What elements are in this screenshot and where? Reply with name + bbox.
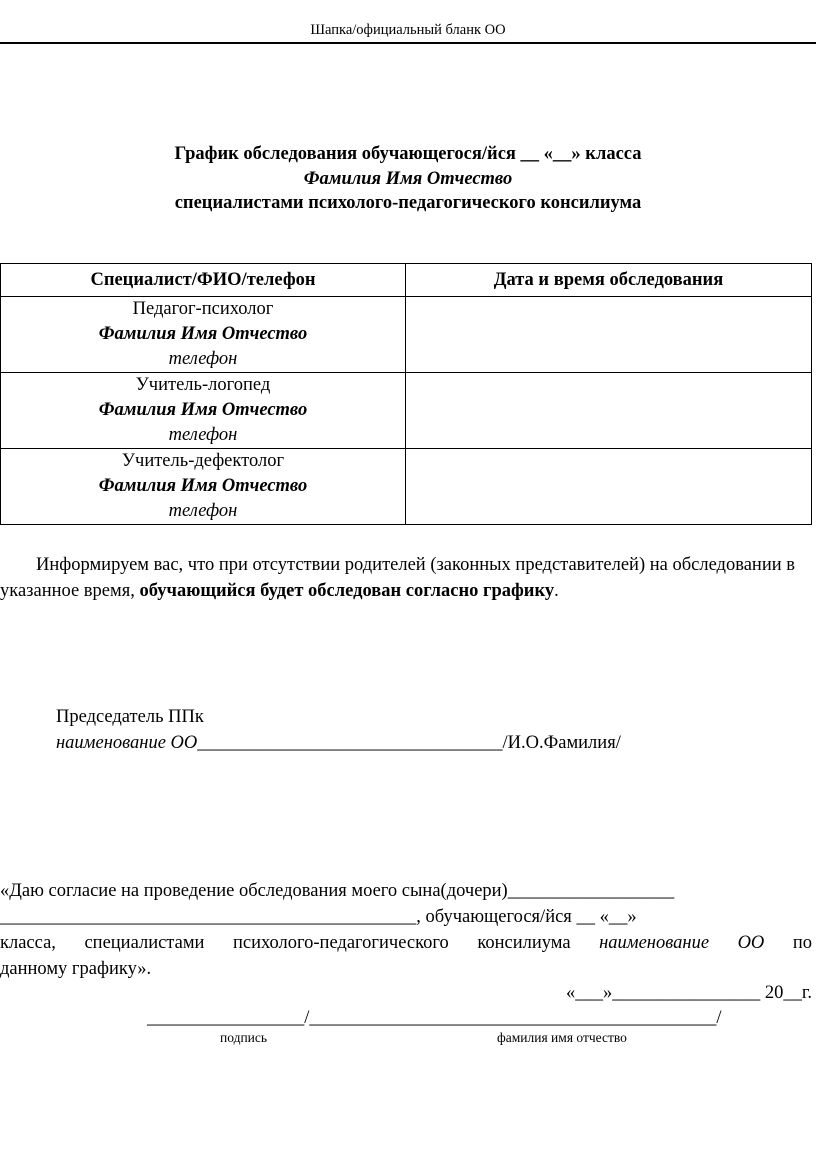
notice-end: . <box>554 581 559 601</box>
specialist-name: Фамилия Имя Отчество <box>98 476 308 496</box>
chair-blank[interactable]: _________________________________ <box>197 733 503 753</box>
title-student-name: Фамилия Имя Отчество <box>303 168 513 189</box>
specialist-cell <box>1 449 406 525</box>
datetime-cell[interactable] <box>406 297 812 373</box>
chair-title: Председатель ППк <box>56 707 204 727</box>
consent-line-3-end: по <box>764 933 812 953</box>
consent-line-3 <box>0 930 812 956</box>
chair-signature-block <box>56 704 776 756</box>
specialist-phone: телефон <box>168 425 238 445</box>
consent-line-3-start: класса, специалистами психолого-педагогического консилиума <box>0 933 600 953</box>
document-title <box>0 142 816 216</box>
consent-line-1: «Даю согласие на проведение обследования моего сына(дочери)__________________ <box>0 881 675 901</box>
specialist-name: Фамилия Имя Отчество <box>98 400 308 420</box>
title-line-3: специалистами психолого-педагогического консилиума <box>174 193 642 213</box>
title-line-1: График обследования обучающегося/йся __ «__» класса <box>174 144 642 164</box>
column-header-datetime: Дата и время обследования <box>406 264 812 297</box>
notice-paragraph <box>0 552 812 604</box>
consent-line-2: _____________________________________________, обучающегося/йся __ «__» <box>0 907 637 927</box>
date-line[interactable]: «___»________________ 20__г. <box>565 983 812 1003</box>
caption-signature: подпись <box>220 1030 268 1045</box>
table-header-row <box>1 264 812 297</box>
specialist-name: Фамилия Имя Отчество <box>98 324 308 344</box>
chair-signature-line <box>56 730 776 756</box>
table-row <box>1 297 812 373</box>
caption-full-name: фамилия имя отчество <box>497 1030 627 1045</box>
specialist-phone: телефон <box>168 501 238 521</box>
table-row <box>1 449 812 525</box>
consent-line-4: данному графику». <box>0 959 152 979</box>
specialist-cell <box>1 297 406 373</box>
table-row <box>1 373 812 449</box>
letterhead-text: Шапка/официальный бланк ОО <box>310 22 506 38</box>
letterhead-rule <box>0 42 816 44</box>
notice-bold-text: обучающийся будет обследован согласно графику <box>139 581 555 601</box>
chair-org: наименование ОО <box>56 733 198 753</box>
notice-text: Информируем вас, что при отсутствии родителей (законных представителей) на обследовании в указанное время, <box>0 555 795 601</box>
column-header-specialist: Специалист/ФИО/телефон <box>1 264 406 297</box>
specialist-role: Педагог-психолог <box>132 299 274 319</box>
parent-signature-line[interactable]: _________________/____________________________________________/ <box>147 1008 722 1028</box>
consent-org: наименование ОО <box>599 933 765 953</box>
specialist-cell <box>1 373 406 449</box>
specialist-role: Учитель-логопед <box>135 375 271 395</box>
datetime-cell[interactable] <box>406 449 812 525</box>
consent-paragraph <box>0 878 812 982</box>
specialist-role: Учитель-дефектолог <box>121 451 285 471</box>
schedule-table <box>0 263 812 525</box>
specialist-phone: телефон <box>168 349 238 369</box>
datetime-cell[interactable] <box>406 373 812 449</box>
chair-name: /И.О.Фамилия/ <box>502 733 621 753</box>
